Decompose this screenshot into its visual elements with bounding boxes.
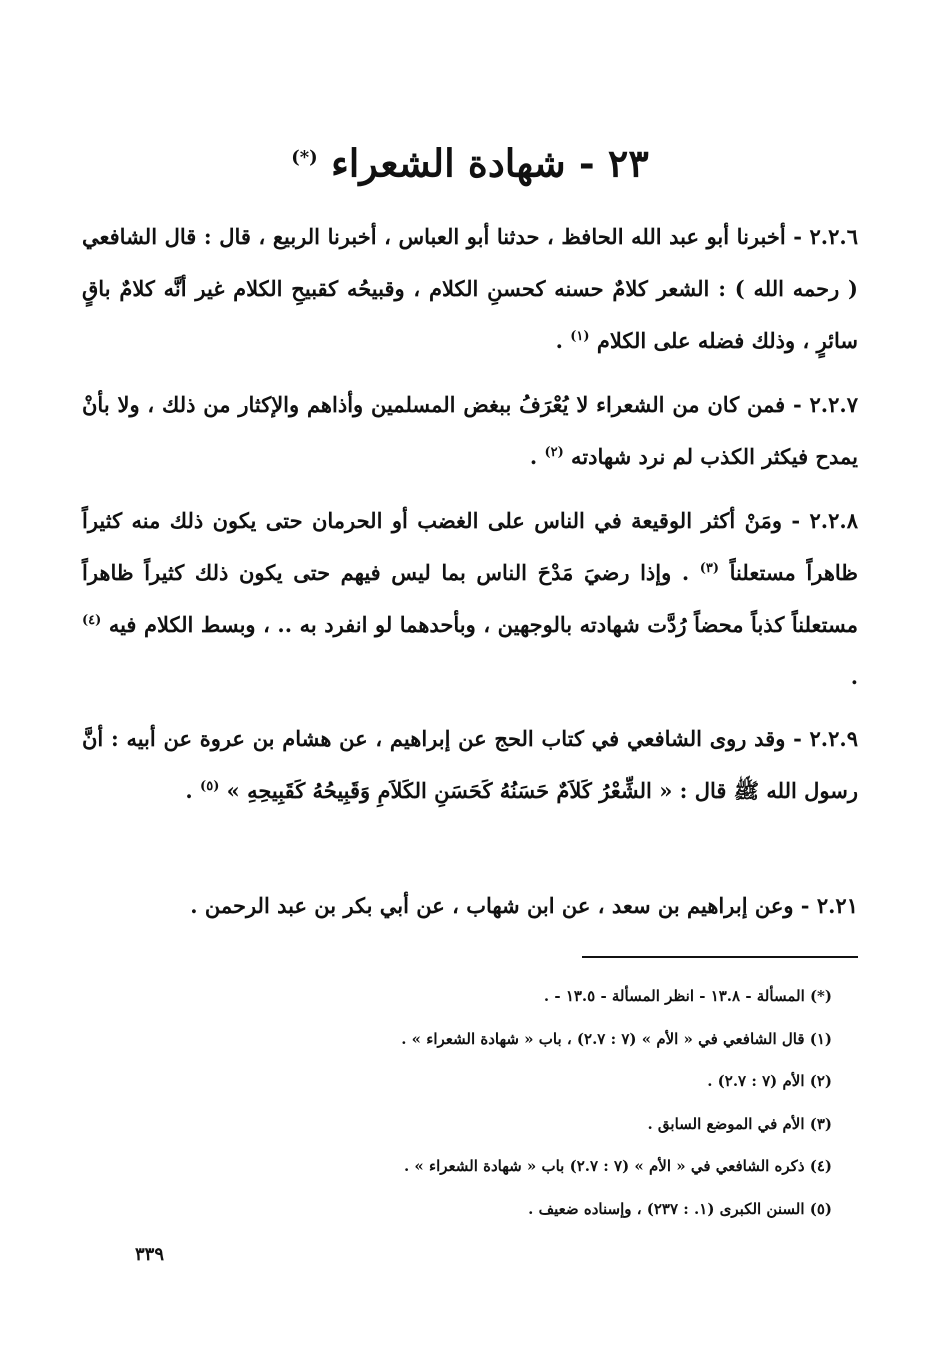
chapter-title [0, 132, 940, 190]
footnote-1: (١) قال الشافعي في « الأم » (٧ : ٢.٧) ، باب « شهادة الشعراء » . [401, 1029, 832, 1048]
chapter-title-footnote-mark: (*) [291, 147, 318, 168]
footnote-ref-2: (٢) [544, 445, 564, 460]
paragraph-2026 [82, 211, 858, 367]
footnote-3: (٣) الأم في الموضع السابق . [647, 1114, 832, 1133]
paragraph-2028 [82, 495, 858, 703]
paragraph-text: . وإذا رضيَ مَدْحَ الناس بما ليس فيهم حتى يكون ذلك كثيراً ظاهراً مستعلناً كذباً محضاً رُدَّت شهادته بالوجهين ، وبأحدهما لو انفرد به .. ، وبسط الكلام فيه [82, 560, 858, 637]
paragraph-text: . [185, 778, 201, 803]
paragraph-text: ٢.٢.٦ - أخبرنا أبو عبد الله الحافظ ، حدثنا أبو العباس ، أخبرنا الربيع ، قال : قال الشافعي ( رحمه الله ) : الشعر كلامٌ حسنه كحسنِ الكلام ، وقبيحُه كقبيحِ الكلام غير أنَّه كلامٌ باقٍ سائرٍ ، وذلك فضله على الكلام [82, 224, 858, 353]
paragraph-2029 [82, 713, 858, 817]
footnote-2: (٢) الأم (٧ : ٢.٧) . [707, 1072, 832, 1090]
paragraph-2021 [82, 880, 858, 932]
footnote-ref-1: (١) [570, 329, 590, 344]
paragraph-text: . [850, 664, 858, 689]
paragraph-text: ٢.٢.٨ - ومَنْ أكثر الوقيعة في الناس على الغضب أو الحرمان حتى يكون ذلك منه كثيراً ظاهراً مستعلناً [82, 508, 859, 585]
paragraph-2027 [82, 379, 858, 483]
footnote-5: (٥) السنن الكبرى (١. : ٢٣٧) ، وإسناده ضعيف . [528, 1199, 832, 1218]
footnote-ref-5: (٥) [200, 779, 220, 794]
footnote-separator [582, 956, 858, 958]
page-number: ٣٣٩ [134, 1244, 164, 1265]
footnotes [92, 975, 832, 1230]
paragraph-text: ٢.٢.٧ - فمن كان من الشعراء لا يُعْرَفُ ببغض المسلمين وأذاهم والإكثار من ذلك ، ولا بأنْ يمدح فيكثر الكذب لم نرد شهادته [82, 392, 858, 469]
footnote-ref-4: (٤) [82, 613, 102, 628]
paragraph-text: ٢.٢١ - وعن إبراهيم بن سعد ، عن ابن شهاب ، عن أبي بكر بن عبد الرحمن . [190, 893, 858, 918]
paragraph-text: . [555, 328, 571, 353]
chapter-title-text: ٢٣ - شهادة الشعراء [330, 140, 649, 186]
paragraph-text: ٢.٢.٩ - وقد روى الشافعي في كتاب الحج عن إبراهيم ، عن هشام بن عروة عن أبيه : أنَّ رسول الله ﷺ قال : « الشِّعْرُ كَلاَمٌ حَسَنُهُ كَحَسَنِ الكَلاَمِ وَقَبِيحُهُ كَقَبِيحِهِ » [82, 726, 858, 803]
footnote-ref-3: (٣) [699, 561, 720, 576]
paragraph-text: . [529, 444, 545, 469]
footnote-4: (٤) ذكره الشافعي في « الأم » (٧ : ٢.٧) باب « شهادة الشعراء » . [403, 1157, 832, 1175]
footnote-star: (*) المسألة - ١٣.٨ - انظر المسألة - ١٣.٥ - . [543, 987, 832, 1005]
